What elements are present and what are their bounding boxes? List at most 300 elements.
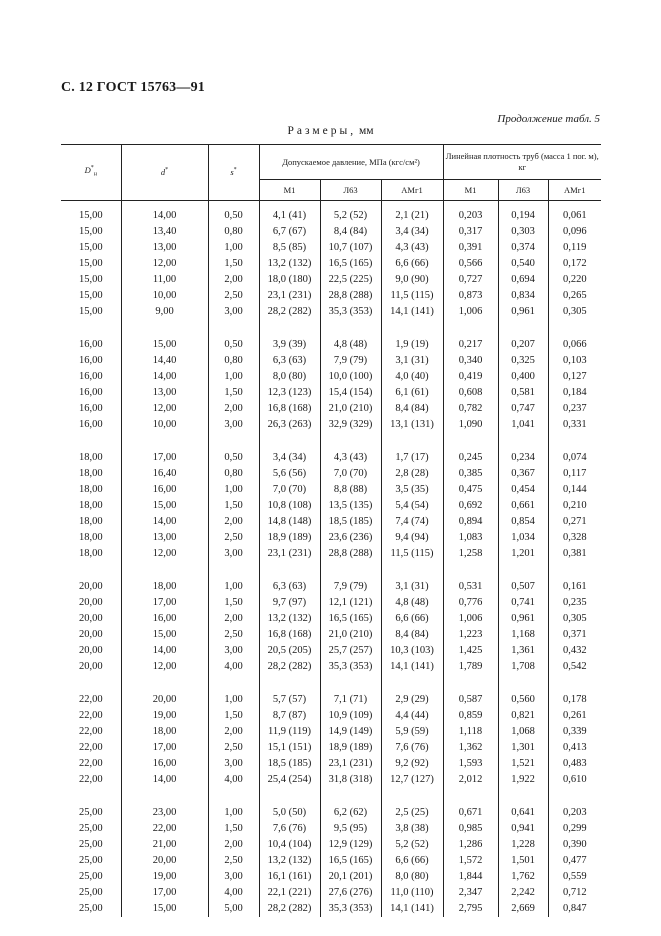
cell-pressure-l63: 16,5 (165) (320, 853, 381, 869)
table-row (61, 659, 601, 675)
cell-wall-thickness: 3,00 (208, 869, 259, 885)
cell-outer-diameter: 16,00 (78, 403, 103, 414)
cell-pressure-amg1: 7,4 (74) (381, 514, 443, 530)
cell-pressure-l63: 8,8 (88) (320, 482, 381, 498)
cell-density-l63: 0,367 (498, 466, 548, 482)
cell-pressure-m1: 5,0 (50) (259, 805, 320, 821)
cell-outer-diameter: 25,00 (78, 855, 103, 866)
cell-outer-diameter: 22,00 (78, 726, 103, 737)
cell-inner-diameter: 15,00 (121, 901, 208, 917)
cell-inner-diameter: 14,00 (121, 208, 208, 224)
table-row (61, 369, 601, 385)
table-row (61, 740, 601, 756)
cell-pressure-amg1: 5,4 (54) (381, 498, 443, 514)
cell-pressure-amg1: 8,0 (80) (381, 869, 443, 885)
cell-density-l63: 1,301 (498, 740, 548, 756)
cell-pressure-amg1: 3,1 (31) (381, 353, 443, 369)
cell-outer-diameter: 22,00 (78, 758, 103, 769)
cell-density-l63: 0,641 (498, 805, 548, 821)
cell-density-amg1: 0,066 (548, 337, 601, 353)
cell-pressure-amg1: 2,5 (25) (381, 805, 443, 821)
cell-density-amg1: 0,305 (548, 611, 601, 627)
group-gap-row (61, 320, 601, 337)
cell-wall-thickness: 3,00 (208, 546, 259, 562)
cell-pressure-amg1: 6,6 (66) (381, 256, 443, 272)
cell-pressure-m1: 18,5 (185) (259, 756, 320, 772)
cell-density-m1: 0,566 (443, 256, 498, 272)
cell-wall-thickness: 2,50 (208, 853, 259, 869)
cell-outer-diameter: 16,00 (78, 355, 103, 366)
cell-wall-thickness: 2,00 (208, 724, 259, 740)
table-row (61, 708, 601, 724)
header-density-l63: Л63 (498, 180, 548, 201)
group-gap-row (61, 788, 601, 805)
cell-wall-thickness: 2,50 (208, 530, 259, 546)
cell-density-l63: 0,961 (498, 304, 548, 320)
cell-pressure-l63: 7,1 (71) (320, 692, 381, 708)
cell-inner-diameter: 12,00 (121, 256, 208, 272)
cell-wall-thickness: 4,00 (208, 885, 259, 901)
cell-density-amg1: 0,096 (548, 224, 601, 240)
cell-pressure-amg1: 4,0 (40) (381, 369, 443, 385)
cell-inner-diameter: 16,40 (121, 466, 208, 482)
table-row (61, 579, 601, 595)
cell-outer-diameter: 16,00 (78, 371, 103, 382)
table-row (61, 240, 601, 256)
cell-density-m1: 1,083 (443, 530, 498, 546)
cell-pressure-l63: 9,5 (95) (320, 821, 381, 837)
table-row (61, 885, 601, 901)
cell-pressure-m1: 10,8 (108) (259, 498, 320, 514)
cell-pressure-l63: 35,3 (353) (320, 901, 381, 917)
cell-pressure-amg1: 6,1 (61) (381, 385, 443, 401)
cell-density-m1: 0,317 (443, 224, 498, 240)
cell-pressure-amg1: 2,8 (28) (381, 466, 443, 482)
cell-density-l63: 0,747 (498, 401, 548, 417)
cell-inner-diameter: 14,40 (121, 353, 208, 369)
cell-density-l63: 1,521 (498, 756, 548, 772)
cell-outer-diameter: 20,00 (78, 645, 103, 656)
table-row (61, 772, 601, 788)
cell-density-m1: 0,727 (443, 272, 498, 288)
cell-wall-thickness: 1,00 (208, 692, 259, 708)
cell-density-amg1: 0,261 (548, 708, 601, 724)
cell-pressure-amg1: 11,5 (115) (381, 546, 443, 562)
cell-pressure-m1: 16,1 (161) (259, 869, 320, 885)
cell-outer-diameter: 25,00 (78, 839, 103, 850)
cell-wall-thickness: 1,50 (208, 821, 259, 837)
cell-pressure-amg1: 3,8 (38) (381, 821, 443, 837)
table-row (61, 450, 601, 466)
cell-density-l63: 0,941 (498, 821, 548, 837)
table-row (61, 643, 601, 659)
cell-outer-diameter: 22,00 (78, 694, 103, 705)
cell-pressure-l63: 5,2 (52) (320, 208, 381, 224)
cell-inner-diameter: 21,00 (121, 837, 208, 853)
cell-wall-thickness: 3,00 (208, 756, 259, 772)
cell-pressure-m1: 5,7 (57) (259, 692, 320, 708)
cell-outer-diameter: 20,00 (78, 613, 103, 624)
cell-density-m1: 0,475 (443, 482, 498, 498)
cell-inner-diameter: 10,00 (121, 417, 208, 433)
table-continuation-note: Продолжение табл. 5 (497, 113, 600, 125)
cell-wall-thickness: 1,50 (208, 498, 259, 514)
cell-wall-thickness: 0,50 (208, 450, 259, 466)
cell-outer-diameter: 18,00 (78, 516, 103, 527)
cell-wall-thickness: 0,80 (208, 466, 259, 482)
cell-pressure-l63: 28,8 (288) (320, 546, 381, 562)
table-row (61, 337, 601, 353)
cell-density-l63: 0,207 (498, 337, 548, 353)
cell-outer-diameter: 25,00 (78, 903, 103, 914)
cell-density-l63: 1,034 (498, 530, 548, 546)
cell-density-l63: 1,922 (498, 772, 548, 788)
cell-outer-diameter: 15,00 (78, 210, 103, 221)
cell-pressure-m1: 4,1 (41) (259, 208, 320, 224)
cell-pressure-m1: 9,7 (97) (259, 595, 320, 611)
table-row (61, 385, 601, 401)
cell-inner-diameter: 13,00 (121, 240, 208, 256)
cell-pressure-amg1: 6,6 (66) (381, 611, 443, 627)
group-gap-row (61, 562, 601, 579)
cell-density-l63: 1,168 (498, 627, 548, 643)
cell-density-m1: 0,782 (443, 401, 498, 417)
cell-pressure-m1: 22,1 (221) (259, 885, 320, 901)
cell-density-amg1: 0,117 (548, 466, 601, 482)
cell-pressure-amg1: 3,1 (31) (381, 579, 443, 595)
cell-outer-diameter: 15,00 (78, 274, 103, 285)
cell-pressure-l63: 20,1 (201) (320, 869, 381, 885)
group-gap-row (61, 433, 601, 450)
cell-density-m1: 1,844 (443, 869, 498, 885)
cell-density-amg1: 0,542 (548, 659, 601, 675)
cell-density-m1: 2,795 (443, 901, 498, 917)
cell-density-m1: 0,391 (443, 240, 498, 256)
cell-density-l63: 0,507 (498, 579, 548, 595)
header-density-group: Линейная плотность труб (масса 1 пог. м), кг (443, 145, 601, 180)
cell-density-m1: 1,006 (443, 304, 498, 320)
cell-pressure-l63: 4,3 (43) (320, 450, 381, 466)
cell-density-m1: 1,118 (443, 724, 498, 740)
table-row (61, 724, 601, 740)
cell-density-amg1: 0,371 (548, 627, 601, 643)
header-wall-thickness: s* (208, 145, 259, 201)
cell-wall-thickness: 1,00 (208, 805, 259, 821)
cell-inner-diameter: 20,00 (121, 692, 208, 708)
cell-inner-diameter: 12,00 (121, 546, 208, 562)
cell-outer-diameter: 20,00 (78, 581, 103, 592)
cell-inner-diameter: 15,00 (121, 498, 208, 514)
table-row (61, 901, 601, 917)
cell-density-amg1: 0,127 (548, 369, 601, 385)
cell-density-amg1: 0,413 (548, 740, 601, 756)
cell-pressure-amg1: 4,4 (44) (381, 708, 443, 724)
cell-pressure-m1: 28,2 (282) (259, 659, 320, 675)
cell-pressure-l63: 35,3 (353) (320, 304, 381, 320)
cell-inner-diameter: 12,00 (121, 659, 208, 675)
cell-outer-diameter: 25,00 (78, 823, 103, 834)
cell-density-l63: 0,854 (498, 514, 548, 530)
cell-density-m1: 0,385 (443, 466, 498, 482)
cell-density-amg1: 0,061 (548, 208, 601, 224)
cell-density-amg1: 0,144 (548, 482, 601, 498)
cell-inner-diameter: 19,00 (121, 708, 208, 724)
cell-outer-diameter: 15,00 (78, 226, 103, 237)
cell-pressure-m1: 13,2 (132) (259, 611, 320, 627)
cell-pressure-amg1: 14,1 (141) (381, 901, 443, 917)
cell-density-m1: 1,362 (443, 740, 498, 756)
cell-density-l63: 0,374 (498, 240, 548, 256)
cell-inner-diameter: 14,00 (121, 643, 208, 659)
cell-pressure-l63: 28,8 (288) (320, 288, 381, 304)
cell-inner-diameter: 14,00 (121, 514, 208, 530)
cell-pressure-amg1: 14,1 (141) (381, 659, 443, 675)
cell-pressure-m1: 26,3 (263) (259, 417, 320, 433)
cell-pressure-amg1: 10,3 (103) (381, 643, 443, 659)
cell-pressure-m1: 23,1 (231) (259, 288, 320, 304)
cell-inner-diameter: 18,00 (121, 579, 208, 595)
table-row (61, 482, 601, 498)
cell-outer-diameter: 18,00 (78, 484, 103, 495)
cell-density-amg1: 0,203 (548, 805, 601, 821)
table-row (61, 869, 601, 885)
cell-pressure-m1: 23,1 (231) (259, 546, 320, 562)
cell-outer-diameter: 18,00 (78, 500, 103, 511)
cell-pressure-amg1: 1,7 (17) (381, 450, 443, 466)
caption-unit: мм (358, 125, 374, 137)
cell-inner-diameter: 16,00 (121, 482, 208, 498)
cell-density-l63: 0,303 (498, 224, 548, 240)
cell-pressure-m1: 14,8 (148) (259, 514, 320, 530)
cell-inner-diameter: 12,00 (121, 401, 208, 417)
table-row (61, 805, 601, 821)
cell-pressure-m1: 28,2 (282) (259, 304, 320, 320)
table-row (61, 514, 601, 530)
table-row (61, 821, 601, 837)
cell-inner-diameter: 17,00 (121, 450, 208, 466)
cell-pressure-m1: 18,9 (189) (259, 530, 320, 546)
cell-density-amg1: 0,847 (548, 901, 601, 917)
cell-density-amg1: 0,074 (548, 450, 601, 466)
cell-density-l63: 1,501 (498, 853, 548, 869)
cell-inner-diameter: 15,00 (121, 337, 208, 353)
cell-pressure-l63: 7,9 (79) (320, 353, 381, 369)
cell-inner-diameter: 17,00 (121, 740, 208, 756)
cell-inner-diameter: 18,00 (121, 724, 208, 740)
cell-inner-diameter: 20,00 (121, 853, 208, 869)
table-row (61, 304, 601, 320)
cell-pressure-amg1: 4,3 (43) (381, 240, 443, 256)
cell-pressure-l63: 12,1 (121) (320, 595, 381, 611)
cell-pressure-m1: 8,7 (87) (259, 708, 320, 724)
cell-pressure-amg1: 9,4 (94) (381, 530, 443, 546)
cell-wall-thickness: 0,80 (208, 224, 259, 240)
cell-pressure-m1: 28,2 (282) (259, 901, 320, 917)
cell-pressure-l63: 6,2 (62) (320, 805, 381, 821)
cell-pressure-m1: 6,7 (67) (259, 224, 320, 240)
cell-density-m1: 0,873 (443, 288, 498, 304)
cell-wall-thickness: 3,00 (208, 643, 259, 659)
cell-pressure-m1: 7,0 (70) (259, 482, 320, 498)
cell-density-amg1: 0,235 (548, 595, 601, 611)
dimensions-table (61, 144, 601, 917)
cell-pressure-amg1: 2,1 (21) (381, 208, 443, 224)
cell-density-amg1: 0,178 (548, 692, 601, 708)
cell-inner-diameter: 13,00 (121, 385, 208, 401)
cell-inner-diameter: 11,00 (121, 272, 208, 288)
cell-inner-diameter: 14,00 (121, 772, 208, 788)
cell-wall-thickness: 2,00 (208, 837, 259, 853)
table-row (61, 288, 601, 304)
header-density-m1: М1 (443, 180, 498, 201)
cell-outer-diameter: 20,00 (78, 597, 103, 608)
cell-density-m1: 0,340 (443, 353, 498, 369)
table-row (61, 272, 601, 288)
cell-outer-diameter: 25,00 (78, 871, 103, 882)
cell-pressure-m1: 18,0 (180) (259, 272, 320, 288)
cell-outer-diameter: 18,00 (78, 548, 103, 559)
cell-density-l63: 0,741 (498, 595, 548, 611)
cell-pressure-amg1: 2,9 (29) (381, 692, 443, 708)
cell-density-amg1: 0,331 (548, 417, 601, 433)
cell-inner-diameter: 10,00 (121, 288, 208, 304)
group-gap-row (61, 675, 601, 692)
cell-pressure-m1: 13,2 (132) (259, 853, 320, 869)
table-row (61, 546, 601, 562)
table-row (61, 256, 601, 272)
cell-density-l63: 1,201 (498, 546, 548, 562)
cell-pressure-l63: 23,1 (231) (320, 756, 381, 772)
cell-wall-thickness: 2,00 (208, 611, 259, 627)
cell-pressure-m1: 16,8 (168) (259, 401, 320, 417)
cell-pressure-m1: 12,3 (123) (259, 385, 320, 401)
cell-density-amg1: 0,381 (548, 546, 601, 562)
cell-pressure-amg1: 5,2 (52) (381, 837, 443, 853)
cell-inner-diameter: 19,00 (121, 869, 208, 885)
cell-density-m1: 0,203 (443, 208, 498, 224)
header-pressure-amg1: АМг1 (381, 180, 443, 201)
cell-density-m1: 0,217 (443, 337, 498, 353)
cell-pressure-m1: 11,9 (119) (259, 724, 320, 740)
cell-wall-thickness: 1,00 (208, 240, 259, 256)
cell-pressure-m1: 3,9 (39) (259, 337, 320, 353)
cell-wall-thickness: 2,50 (208, 288, 259, 304)
cell-pressure-m1: 10,4 (104) (259, 837, 320, 853)
cell-pressure-amg1: 3,4 (34) (381, 224, 443, 240)
table-row (61, 530, 601, 546)
table-row (61, 837, 601, 853)
cell-pressure-l63: 13,5 (135) (320, 498, 381, 514)
cell-wall-thickness: 3,00 (208, 304, 259, 320)
cell-density-m1: 2,347 (443, 885, 498, 901)
cell-density-m1: 0,894 (443, 514, 498, 530)
cell-density-amg1: 0,432 (548, 643, 601, 659)
cell-pressure-m1: 7,6 (76) (259, 821, 320, 837)
cell-wall-thickness: 1,50 (208, 385, 259, 401)
cell-pressure-l63: 8,4 (84) (320, 224, 381, 240)
cell-pressure-l63: 25,7 (257) (320, 643, 381, 659)
cell-pressure-l63: 14,9 (149) (320, 724, 381, 740)
cell-pressure-l63: 16,5 (165) (320, 256, 381, 272)
cell-outer-diameter: 22,00 (78, 742, 103, 753)
cell-density-l63: 1,041 (498, 417, 548, 433)
cell-inner-diameter: 17,00 (121, 885, 208, 901)
cell-wall-thickness: 1,00 (208, 579, 259, 595)
header-outer-diameter: $D^*_н$ (61, 145, 121, 201)
cell-pressure-m1: 6,3 (63) (259, 353, 320, 369)
cell-wall-thickness: 2,50 (208, 740, 259, 756)
cell-pressure-m1: 5,6 (56) (259, 466, 320, 482)
cell-inner-diameter: 13,40 (121, 224, 208, 240)
cell-pressure-m1: 25,4 (254) (259, 772, 320, 788)
cell-outer-diameter: 16,00 (78, 419, 103, 430)
cell-outer-diameter: 15,00 (78, 242, 103, 253)
cell-outer-diameter: 25,00 (78, 807, 103, 818)
cell-pressure-m1: 20,5 (205) (259, 643, 320, 659)
cell-outer-diameter: 20,00 (78, 661, 103, 672)
header-pressure-l63: Л63 (320, 180, 381, 201)
cell-wall-thickness: 2,00 (208, 514, 259, 530)
cell-inner-diameter: 23,00 (121, 805, 208, 821)
cell-density-amg1: 0,210 (548, 498, 601, 514)
cell-density-amg1: 0,559 (548, 869, 601, 885)
cell-density-amg1: 0,103 (548, 353, 601, 369)
cell-pressure-l63: 12,9 (129) (320, 837, 381, 853)
cell-wall-thickness: 2,00 (208, 401, 259, 417)
table-caption (0, 125, 661, 137)
cell-density-amg1: 0,305 (548, 304, 601, 320)
cell-pressure-amg1: 8,4 (84) (381, 627, 443, 643)
cell-density-amg1: 0,483 (548, 756, 601, 772)
cell-pressure-l63: 16,5 (165) (320, 611, 381, 627)
cell-density-l63: 0,834 (498, 288, 548, 304)
cell-pressure-amg1: 11,0 (110) (381, 885, 443, 901)
cell-pressure-l63: 7,0 (70) (320, 466, 381, 482)
cell-density-amg1: 0,328 (548, 530, 601, 546)
cell-pressure-l63: 4,8 (48) (320, 337, 381, 353)
cell-inner-diameter: 17,00 (121, 595, 208, 611)
cell-density-l63: 0,821 (498, 708, 548, 724)
cell-outer-diameter: 16,00 (78, 387, 103, 398)
cell-density-m1: 1,425 (443, 643, 498, 659)
cell-wall-thickness: 0,50 (208, 208, 259, 224)
cell-pressure-amg1: 3,5 (35) (381, 482, 443, 498)
table-row (61, 466, 601, 482)
cell-wall-thickness: 1,50 (208, 595, 259, 611)
cell-pressure-amg1: 9,2 (92) (381, 756, 443, 772)
cell-outer-diameter: 15,00 (78, 290, 103, 301)
cell-density-l63: 0,581 (498, 385, 548, 401)
cell-density-m1: 0,671 (443, 805, 498, 821)
caption-word: Размеры, (287, 125, 357, 137)
header-pressure-m1: М1 (259, 180, 320, 201)
cell-density-amg1: 0,161 (548, 579, 601, 595)
cell-density-l63: 1,708 (498, 659, 548, 675)
table-row (61, 401, 601, 417)
table-row (61, 627, 601, 643)
cell-density-m1: 1,789 (443, 659, 498, 675)
cell-pressure-amg1: 9,0 (90) (381, 272, 443, 288)
cell-density-amg1: 0,265 (548, 288, 601, 304)
cell-density-amg1: 0,299 (548, 821, 601, 837)
cell-wall-thickness: 2,50 (208, 627, 259, 643)
table-row (61, 595, 601, 611)
cell-density-amg1: 0,610 (548, 772, 601, 788)
table-row (61, 692, 601, 708)
gap-row (61, 201, 601, 209)
cell-wall-thickness: 1,50 (208, 708, 259, 724)
cell-inner-diameter: 16,00 (121, 756, 208, 772)
